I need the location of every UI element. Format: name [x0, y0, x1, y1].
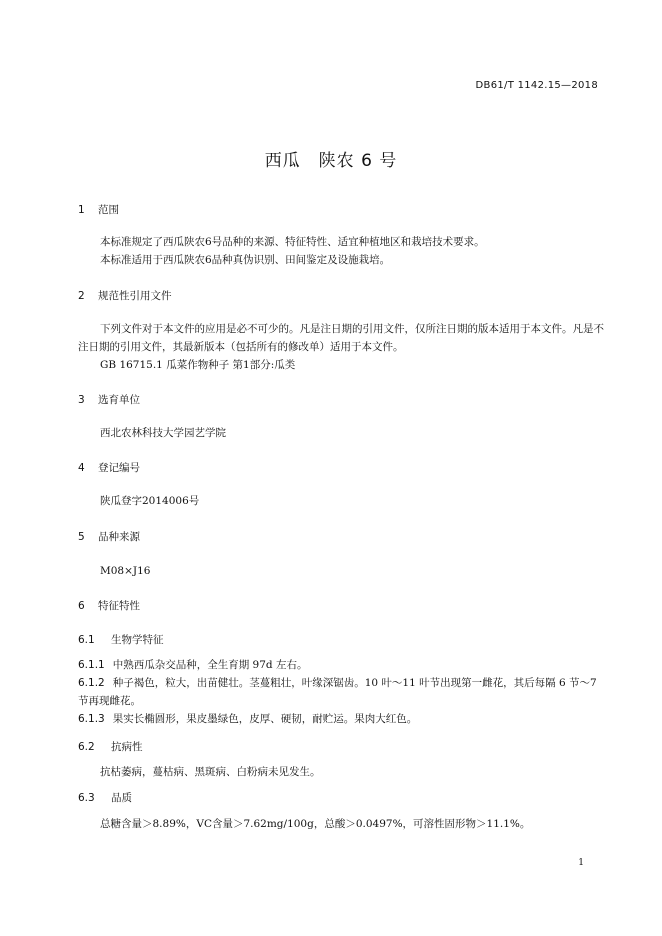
section-number: 6: [78, 600, 85, 612]
section-heading-4: [78, 460, 140, 475]
section-title: 范围: [98, 204, 119, 216]
scope-paragraph-2: 本标准适用于西瓜陕农6品种真伪识别、田间鉴定及设施栽培。: [100, 254, 391, 266]
section-heading-2: [78, 288, 172, 303]
reference-item: GB 16715.1 瓜菜作物种子 第1部分:瓜类: [100, 359, 296, 371]
section-number: 4: [78, 462, 85, 474]
section-title: 登记编号: [98, 462, 140, 474]
quality-text: 总糖含量＞8.89%，VC含量＞7.62mg/100g，总酸＞0.0497%，可溶性固形物＞11.1%。: [100, 818, 531, 830]
section-title: 品质: [111, 792, 132, 804]
section-heading-3: [78, 392, 140, 407]
clause-text: 种子褐色，粒大，出苗健壮。茎蔓粗壮，叶缘深锯齿。10 叶～11 叶节出现第一雌花，其后每隔 6 节～7 节再现雌花。: [78, 677, 597, 707]
section-number: 5: [78, 531, 85, 543]
section-title: 抗病性: [111, 741, 143, 753]
section-title: 选育单位: [98, 394, 140, 406]
clause-6-1-3: [78, 710, 604, 728]
page-title: 西瓜 陕农 6 号: [264, 151, 398, 171]
clause-number: 6.1.3: [78, 713, 105, 725]
standard-number: DB61/T 1142.15—2018: [475, 80, 598, 91]
section-heading-6-3: [78, 790, 132, 805]
normative-references-paragraph: 下列文件对于本文件的应用是必不可少的。凡是注日期的引用文件，仅所注日期的版本适用于本文件。凡是不注日期的引用文件，其最新版本（包括所有的修改单）适用于本文件。: [78, 323, 604, 353]
section-number: 3: [78, 394, 85, 406]
clause-6-1-2: [78, 674, 604, 710]
section-title: 生物学特征: [111, 634, 164, 646]
clause-text: 中熟西瓜杂交品种，全生育期 97d 左右。: [112, 659, 308, 671]
page-number: 1: [578, 858, 584, 868]
clause-6-1-1: [78, 656, 604, 674]
variety-source-text: M08×J16: [100, 565, 151, 577]
clause-text: 果实长椭圆形，果皮墨绿色，皮厚、硬韧，耐贮运。果肉大红色。: [112, 713, 418, 725]
section-title: 规范性引用文件: [98, 290, 172, 302]
breeding-unit-text: 西北农林科技大学园艺学院: [100, 427, 226, 439]
section-heading-6-1: [78, 632, 164, 647]
section-heading-6-2: [78, 739, 143, 754]
section-number: 6.3: [78, 792, 95, 804]
section-number: 1: [78, 204, 85, 216]
clause-number: 6.1.1: [78, 659, 105, 671]
section-heading-1: [78, 202, 119, 217]
section-heading-5: [78, 529, 140, 544]
scope-paragraph-1: 本标准规定了西瓜陕农6号品种的来源、特征特性、适宜种植地区和栽培技术要求。: [100, 236, 485, 248]
section-title: 特征特性: [98, 600, 140, 612]
registration-number-text: 陕瓜登字2014006号: [100, 495, 200, 507]
section-number: 2: [78, 290, 85, 302]
disease-resistance-text: 抗枯萎病，蔓枯病、黑斑病、白粉病未见发生。: [100, 766, 321, 778]
clause-number: 6.1.2: [78, 677, 105, 689]
section-number: 6.2: [78, 741, 95, 753]
section-title: 品种来源: [98, 531, 140, 543]
section-heading-6: [78, 598, 140, 613]
section-number: 6.1: [78, 634, 95, 646]
